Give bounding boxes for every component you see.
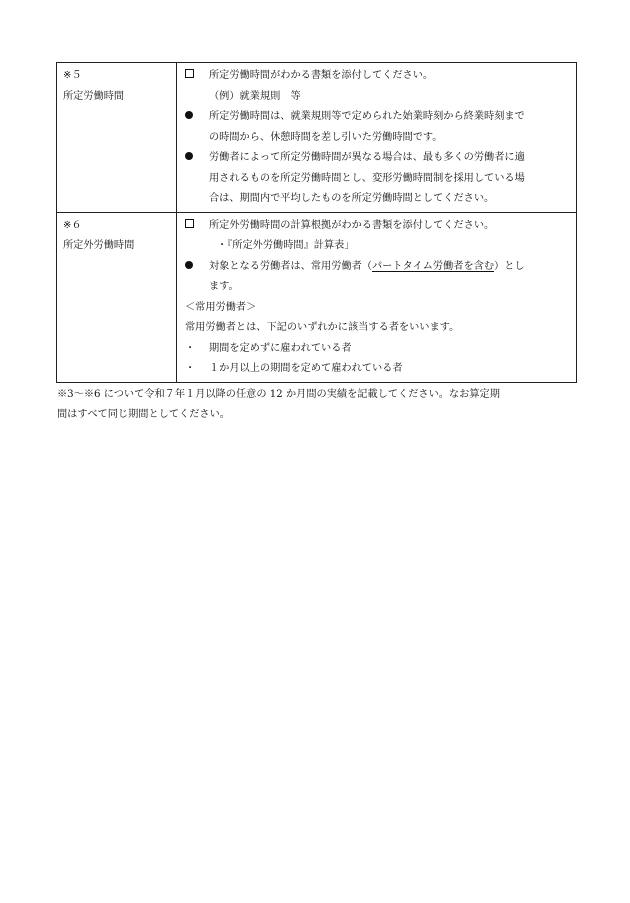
bullet-item (185, 148, 570, 210)
bullet-text: ）とし (494, 260, 525, 272)
bullet-text-line: 合は、期間内で平均したものを所定労働時間としてください。 (209, 193, 495, 204)
bullet-item (185, 107, 570, 148)
requirements-table (56, 62, 577, 383)
checkbox-square-icon (185, 69, 194, 78)
bullet-text: 対象となる労働者は、常用労働者（ (209, 260, 372, 272)
document-page (56, 62, 564, 426)
bullet-text-line: ます。 (209, 281, 239, 292)
bullet-dot-icon (185, 261, 193, 269)
bullet-text-line: 労働者によって所定労働時間が異なる場合は、最も多くの労働者に適 (209, 152, 525, 163)
example-text: （例）就業規則 等 (209, 90, 301, 102)
row-number: ※６ (63, 219, 82, 231)
footnote-line: ※3～※6 について令和７年１月以降の任意の 12 か月間の実績を記載してください。なお算定期 (57, 388, 500, 400)
list-item (185, 359, 570, 380)
bullet-dot-icon (185, 111, 193, 119)
row-title: 所定労働時間 (63, 90, 125, 102)
list-item (185, 339, 570, 360)
instruction-text: 所定労働時間がわかる書類を添付してください。 (209, 70, 434, 81)
checkbox-line (185, 216, 570, 237)
middle-dot-icon: ・ (185, 342, 196, 354)
row-content-cell (177, 212, 577, 382)
footnote-line: 間はすべて同じ期間としてください。 (57, 409, 230, 420)
section-heading: ＜常用労働者＞ (185, 301, 257, 313)
row-number: ※５ (63, 70, 82, 81)
list-item-text: １か月以上の期間を定めて雇われている者 (209, 363, 403, 374)
checkbox-line (185, 66, 570, 87)
definition-text: 常用労働者とは、下記のいずれかに該当する者をいいます。 (185, 322, 460, 333)
middle-dot-icon: ・ (185, 363, 196, 374)
instruction-text: 所定外労働時間の計算根拠がわかる書類を添付してください。 (209, 219, 495, 231)
underlined-text: パートタイム労働者を含む (372, 260, 495, 272)
bullet-dot-icon (185, 152, 193, 160)
bullet-item (185, 257, 570, 298)
row-title: 所定外労働時間 (63, 240, 135, 251)
footnote (56, 385, 564, 426)
row-label-cell (57, 63, 177, 213)
bullet-text-line: 所定労働時間は、就業規則等で定められた始業時刻から終業時刻まで (209, 111, 525, 122)
row-label-cell (57, 212, 177, 382)
example-text: ・『所定外労働時間』計算表」 (217, 240, 355, 251)
bullet-text-line: の時間から、休憩時間を差し引いた労働時間です。 (209, 131, 443, 143)
table-row (57, 63, 577, 213)
row-content-cell (177, 63, 577, 213)
checkbox-square-icon (185, 219, 194, 228)
bullet-text-line: 用されるものを所定労働時間とし、変形労働時間制を採用している場 (209, 172, 525, 184)
list-item-text: 期間を定めずに雇われている者 (209, 342, 352, 354)
table-row (57, 212, 577, 382)
